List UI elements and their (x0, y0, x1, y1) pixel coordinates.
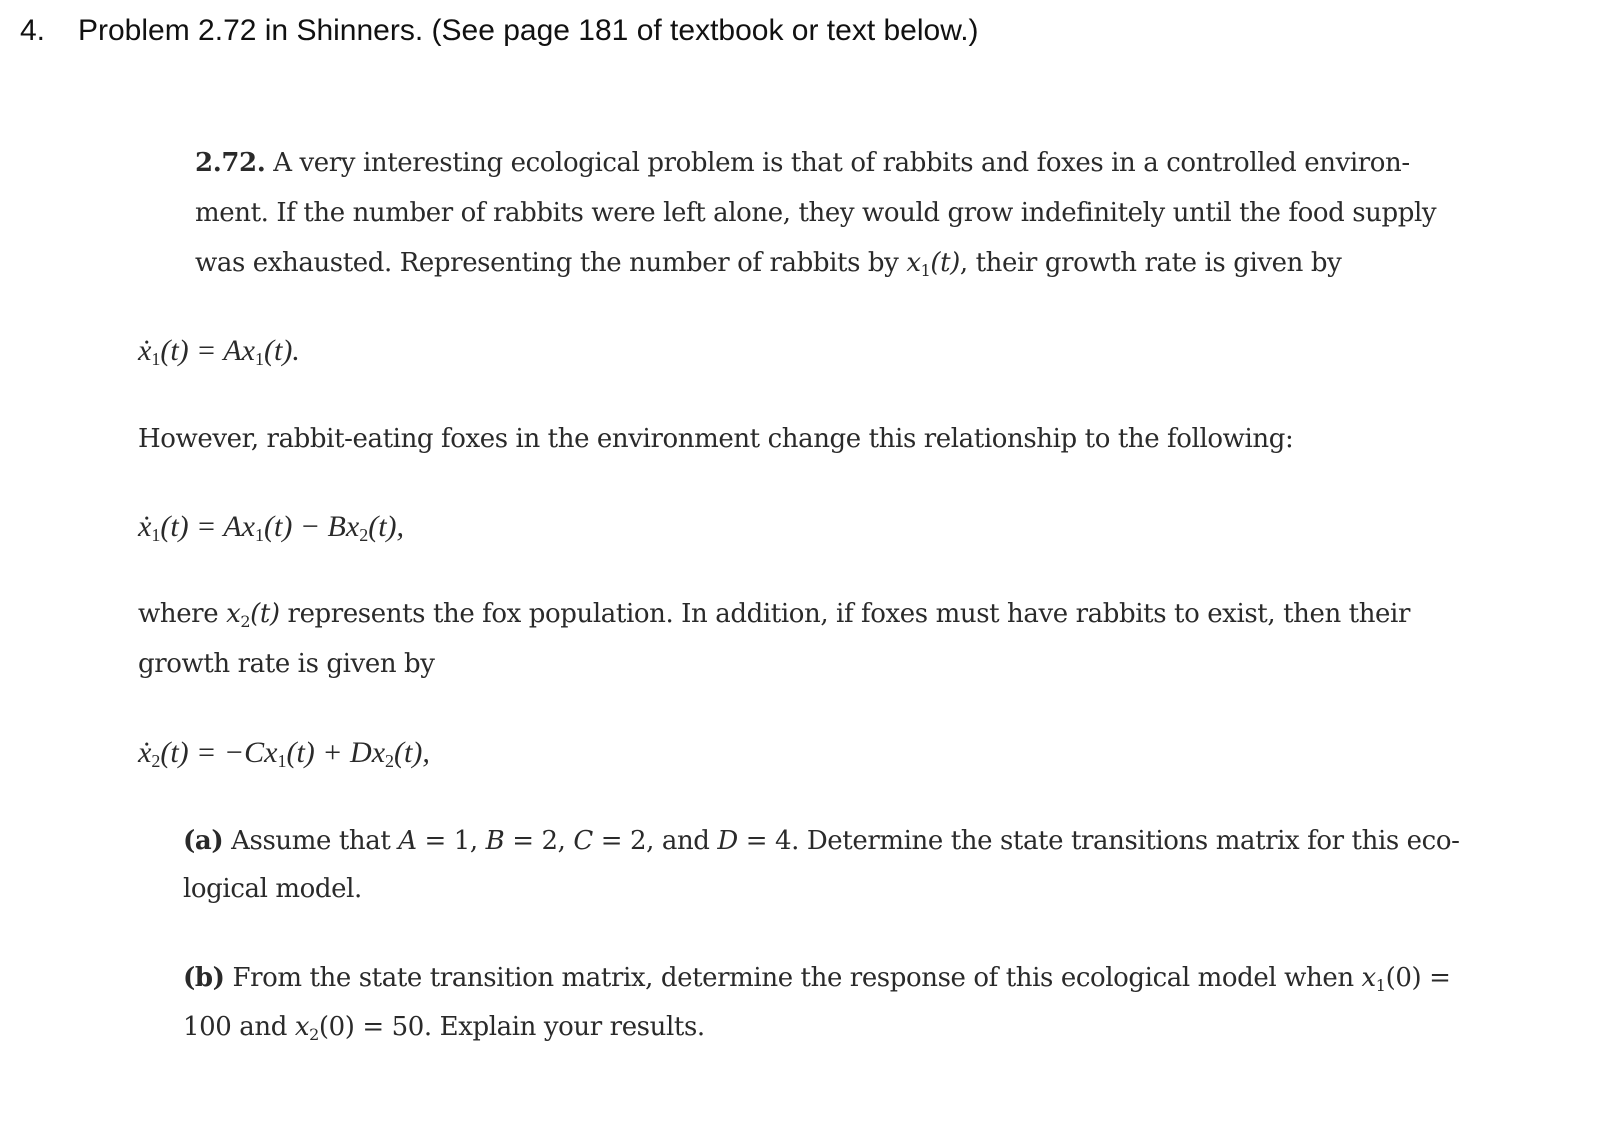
equation-rabbit-fox (138, 510, 404, 544)
text-segment: (0) = 50. Explain your results. (318, 1012, 705, 1042)
part-b-line (183, 963, 1450, 993)
problem-number: 4. (20, 14, 46, 47)
text-segment: x (294, 1012, 310, 1042)
text-segment: (t) = −Cx (160, 736, 278, 769)
paragraph-line (138, 599, 1410, 629)
subscript: 1 (1375, 976, 1386, 995)
text-segment: (t) (250, 599, 280, 629)
subscript: 2 (151, 751, 161, 771)
text-segment: A very interesting ecological problem is that of rabbits and foxes in a controlled environ- (265, 148, 1410, 178)
text-segment: = 4. Determine the state transitions matrix for this eco- (737, 826, 1460, 856)
problem-title: Problem 2.72 in Shinners. (See page 181 of textbook or text below.) (78, 14, 979, 47)
text-segment: Assume that (223, 826, 399, 856)
text-segment: 100 and (183, 1012, 295, 1042)
text-segment: ment. If the number of rabbits were left alone, they would grow indefinitely until the food supply (195, 198, 1437, 228)
problem-heading (20, 14, 979, 48)
subscript: 2 (359, 525, 369, 545)
text-segment: (t) (930, 248, 960, 278)
paragraph-line (195, 198, 1436, 228)
text-segment: From the state transition matrix, determine the response of this ecological model when (224, 963, 1362, 993)
text-segment: x (226, 599, 241, 629)
text-segment: x (1361, 963, 1376, 993)
text-segment: 2.72. (195, 148, 266, 178)
text-segment: A (398, 826, 417, 856)
subscript: 2 (309, 1025, 319, 1044)
paragraph-line (138, 649, 435, 679)
text-segment: ẋ (138, 334, 152, 367)
text-segment: C (573, 826, 593, 856)
part-a-line (183, 874, 362, 904)
text-segment: represents the fox population. In addition, if foxes must have rabbits to exist, then their (279, 599, 1410, 629)
subscript: 2 (240, 612, 251, 631)
text-segment: (t) = Ax (160, 334, 255, 367)
paragraph-line (195, 248, 1341, 278)
text-segment: logical model. (183, 874, 362, 904)
text-segment: (t), (394, 736, 430, 769)
text-segment: D (717, 826, 738, 856)
text-segment: (t). (264, 334, 300, 367)
text-segment: (t), (368, 510, 405, 543)
text-segment: = 2, and (592, 826, 718, 856)
paragraph-line (195, 148, 1410, 178)
text-segment: (t) − Bx (264, 510, 360, 543)
text-segment: ẋ (138, 736, 152, 769)
subscript: 1 (151, 525, 161, 545)
part-b-line (183, 1012, 705, 1042)
text-segment: growth rate is given by (138, 649, 435, 679)
subscript: 1 (255, 349, 264, 369)
text-segment: x (906, 248, 921, 278)
part-a-line (183, 826, 1459, 856)
subscript: 1 (277, 751, 287, 771)
subscript: 1 (920, 261, 931, 280)
equation-rabbit-growth (138, 334, 300, 368)
text-segment: = 2, (504, 826, 574, 856)
text-segment: (a) (183, 826, 224, 856)
text-segment: where (138, 599, 227, 629)
subscript: 2 (385, 751, 395, 771)
text-segment: = 1, (416, 826, 486, 856)
text-segment: , their growth rate is given by (959, 248, 1342, 278)
text-segment: ẋ (138, 510, 152, 543)
text-segment: However, rabbit-eating foxes in the environment change this relationship to the following: (138, 424, 1294, 454)
subscript: 1 (255, 525, 264, 545)
text-segment: (t) + Dx (286, 736, 386, 769)
text-segment: B (485, 826, 505, 856)
subscript: 1 (151, 349, 161, 369)
text-segment: (b) (183, 963, 225, 993)
text-segment: (t) = Ax (160, 510, 255, 543)
text-segment: (0) = (1385, 963, 1451, 993)
equation-fox-growth (138, 736, 430, 770)
text-segment: was exhausted. Representing the number of rabbits by (195, 248, 907, 278)
paragraph-line (138, 424, 1293, 454)
